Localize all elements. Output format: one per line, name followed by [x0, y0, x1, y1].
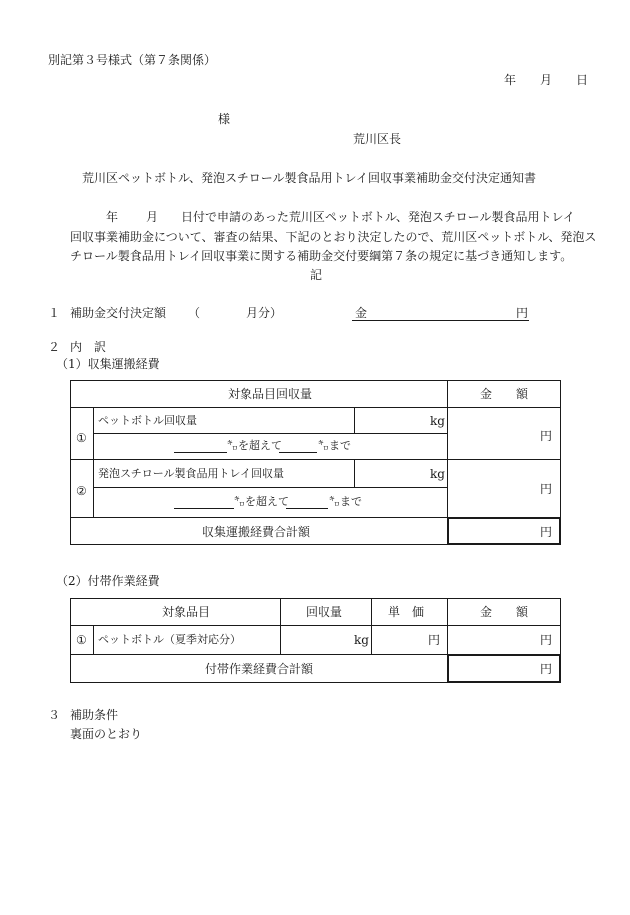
t1-row2-range-to-blank	[286, 508, 328, 509]
t1-row1-mark: ①	[76, 431, 87, 445]
section1-yen: 円	[516, 306, 529, 320]
t1-header-item: 対象品目回収量	[228, 387, 313, 401]
section2-label: 内 訳	[70, 340, 107, 354]
t2-row1-price-yen: 円	[428, 633, 441, 647]
t2-total-label: 付帯作業経費合計額	[205, 662, 314, 676]
t2-header-item: 対象品目	[162, 605, 211, 619]
date-year: 年	[504, 73, 517, 87]
section2-number: ２	[48, 340, 61, 354]
t1-row2-name: 発泡スチロール製食品用トレイ回収量	[98, 467, 285, 480]
section3-text: 裏面のとおり	[70, 727, 143, 741]
t1-row1-name: ペットボトル回収量	[98, 414, 197, 427]
t1-row1-unit: kg	[430, 414, 445, 428]
t2-row1-name: ペットボトル（夏季対応分）	[98, 633, 241, 646]
t2-header-qty: 回収量	[306, 605, 343, 619]
t2-header-amount: 金 額	[480, 605, 529, 619]
t1-row2-mark: ②	[76, 484, 87, 498]
t1-row1-range-from-blank	[174, 452, 227, 453]
section1-month-label: 月分）	[246, 306, 283, 320]
t1-row2-unit: kg	[430, 467, 445, 481]
t1-row2-range-from-blank	[174, 508, 234, 509]
section3-label: 補助条件	[70, 708, 119, 722]
section1-number: １	[48, 306, 61, 320]
section1-label: 補助金交付決定額	[70, 306, 167, 320]
date-month: 月	[540, 73, 553, 87]
date-day: 日	[576, 73, 589, 87]
body-line1: 日付で申請のあった荒川区ペットボトル、発泡スチロール製食品用トレイ	[181, 210, 575, 224]
t2-row1-mark: ①	[76, 633, 87, 647]
t1-total-yen: 円	[540, 525, 553, 539]
body-line3: チロール製食品用トレイ回収事業に関する補助金交付要綱第７条の規定に基づき通知します。	[70, 249, 573, 263]
t2-row1-unit: kg	[354, 633, 369, 647]
issuer: 荒川区長	[353, 132, 402, 146]
t2-header-price: 単 価	[388, 605, 425, 619]
t1-row2-yen: 円	[540, 482, 553, 496]
body-line2: 回収事業補助金について、審査の結果、下記のとおり決定したので、荒川区ペットボトル、発泡ス	[70, 230, 597, 244]
body-month: 月	[146, 210, 159, 224]
t1-header-amount: 金 額	[480, 387, 529, 401]
subsection2-label: （2）付帯作業経費	[56, 574, 160, 588]
body-year: 年	[106, 210, 119, 224]
t1-row1-range-end: ㌔まで	[318, 439, 351, 452]
subsection1-label: （1）収集運搬経費	[56, 357, 160, 371]
t1-row1-range-to-blank	[279, 452, 317, 453]
collection-cost-table	[70, 380, 561, 545]
t2-total-yen: 円	[540, 662, 553, 676]
t1-row1-range-mid: ㌔を超えて	[227, 439, 282, 452]
section1-paren-open: （	[188, 306, 201, 320]
section3-number: ３	[48, 708, 61, 722]
ancillary-cost-table	[70, 598, 561, 683]
t2-row1-amount-yen: 円	[540, 633, 553, 647]
addressee-suffix: 様	[218, 112, 231, 126]
t1-row2-range-mid: ㌔を超えて	[234, 495, 289, 508]
document-title: 荒川区ペットボトル、発泡スチロール製食品用トレイ回収事業補助金交付決定通知書	[82, 171, 536, 185]
amount-underline	[352, 320, 529, 321]
t1-row2-range-end: ㌔まで	[329, 495, 362, 508]
t1-total-label: 収集運搬経費合計額	[202, 525, 311, 539]
ki-mark: 記	[310, 268, 323, 282]
section1-kin: 金	[355, 306, 368, 320]
t1-row1-yen: 円	[540, 429, 553, 443]
form-id: 別記第３号様式（第７条関係）	[48, 53, 217, 67]
